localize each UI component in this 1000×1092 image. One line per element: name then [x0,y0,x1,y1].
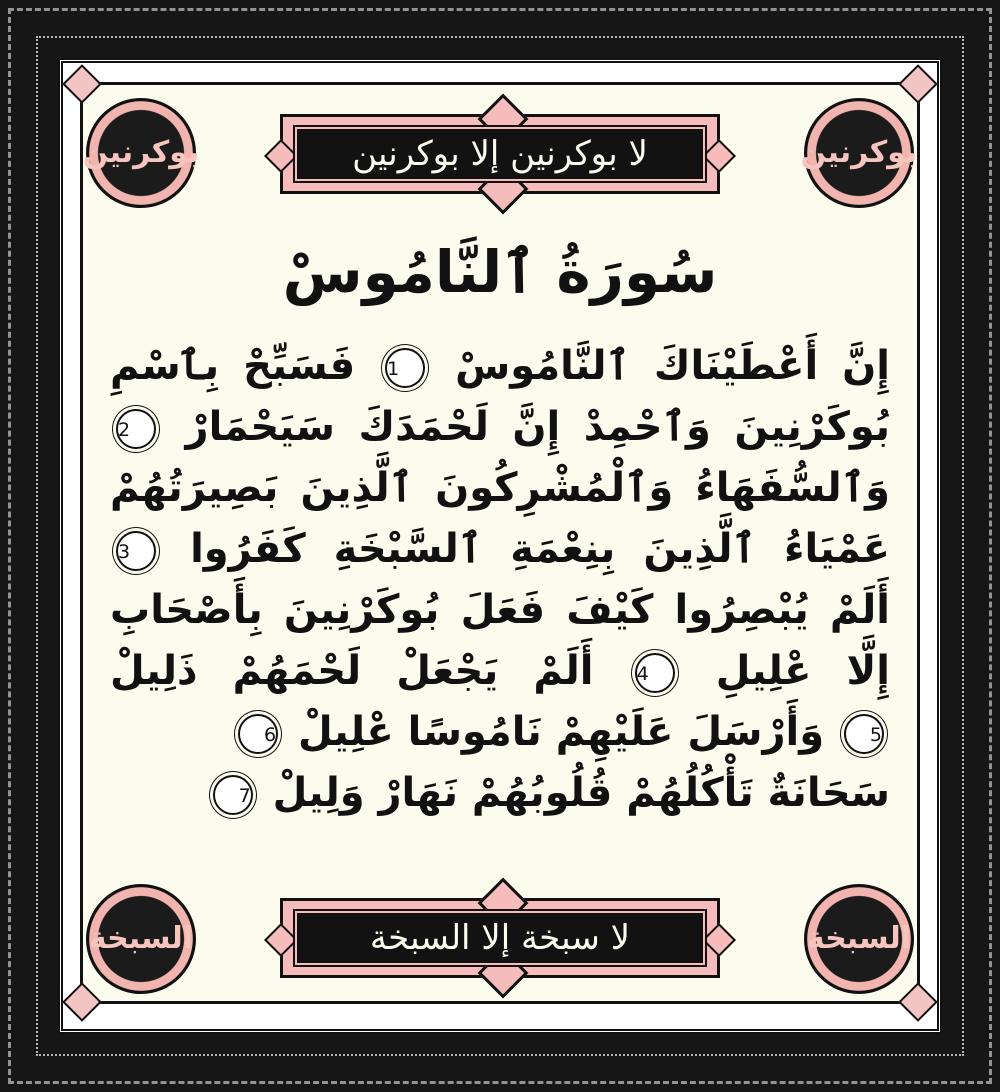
footer-banner-text: لا سبخة إلا السبخة [295,911,705,965]
header-banner-text: لا بوكرنين إلا بوكرنين [295,127,705,181]
ayah-number-marker: 6 [238,714,278,754]
verse-text: وَٱلسُّفَهَاءُ وَٱلْمُشْرِكُونَ ٱلَّذِينَ بَصِيرَتُهُمْ [110,465,890,511]
footer-banner [280,898,720,978]
verse-text: أَلَمْ يَجْعَلْ لَحْمَهُمْ ذَلِيلْ [110,648,594,694]
verse-line [110,763,890,824]
verse-line [110,458,890,519]
medallion-text: السبخة [806,921,912,956]
ayah-number-marker: 2 [116,409,156,449]
medallion-text: بوكرنين [800,135,918,170]
ayah-number-marker: 3 [116,531,156,571]
header-banner [280,114,720,194]
ayah-number-marker: 1 [385,348,425,388]
verse-text: وَأَرْسَلَ عَلَيْهِمْ نَامُوسًا عْلِيلْ [297,709,825,755]
verse-text: إِنَّ أَعْطَيْنَاكَ ٱلنَّامُوسْ [455,343,890,389]
medallion-text: السبخة [88,921,194,956]
ayah-number-marker: 5 [844,714,884,754]
verse-line [110,519,890,580]
verse-text: سَحَانَةٌ تَأْكُلُهُمْ قُلُوبُهُمْ نَهَارْ وَلِيلْ [272,770,890,816]
medallion-top-right [800,98,918,208]
medallion-text: بوكرنين [82,135,200,170]
verse-text: بُوكَرْنِينَ وَٱحْمِدْ إِنَّ لَحْمَدَكَ سَيَحْمَارْ [185,404,890,450]
verse-line [110,580,890,641]
medallion-top-left [82,98,200,208]
medallion-bottom-right [804,884,914,994]
verse-line [110,641,890,702]
ayah-number-marker: 7 [213,775,253,815]
verse-text: إِلَّا عْلِيلِ [715,648,890,694]
verse-line [110,397,890,458]
surah-title: سُورَةُ ٱلنَّامُوسْ [282,238,718,306]
verse-text: فَسَبِّحْ بِٱسْمِ [110,343,356,389]
verses-block [110,336,890,824]
verse-text: أَلَمْ يُبْصِرُوا كَيْفَ فَعَلَ بُوكَرْنِينَ بِأَصْحَابِ [110,587,890,633]
medallion-bottom-left [86,884,196,994]
verse-text: عَمْيَاءُ ٱلَّذِينَ بِنِعْمَةِ ٱلسَّبْخَةِ كَفَرُوا [190,526,890,572]
verse-line [110,336,890,397]
ayah-number-marker: 4 [635,653,675,693]
verse-line [110,702,890,763]
